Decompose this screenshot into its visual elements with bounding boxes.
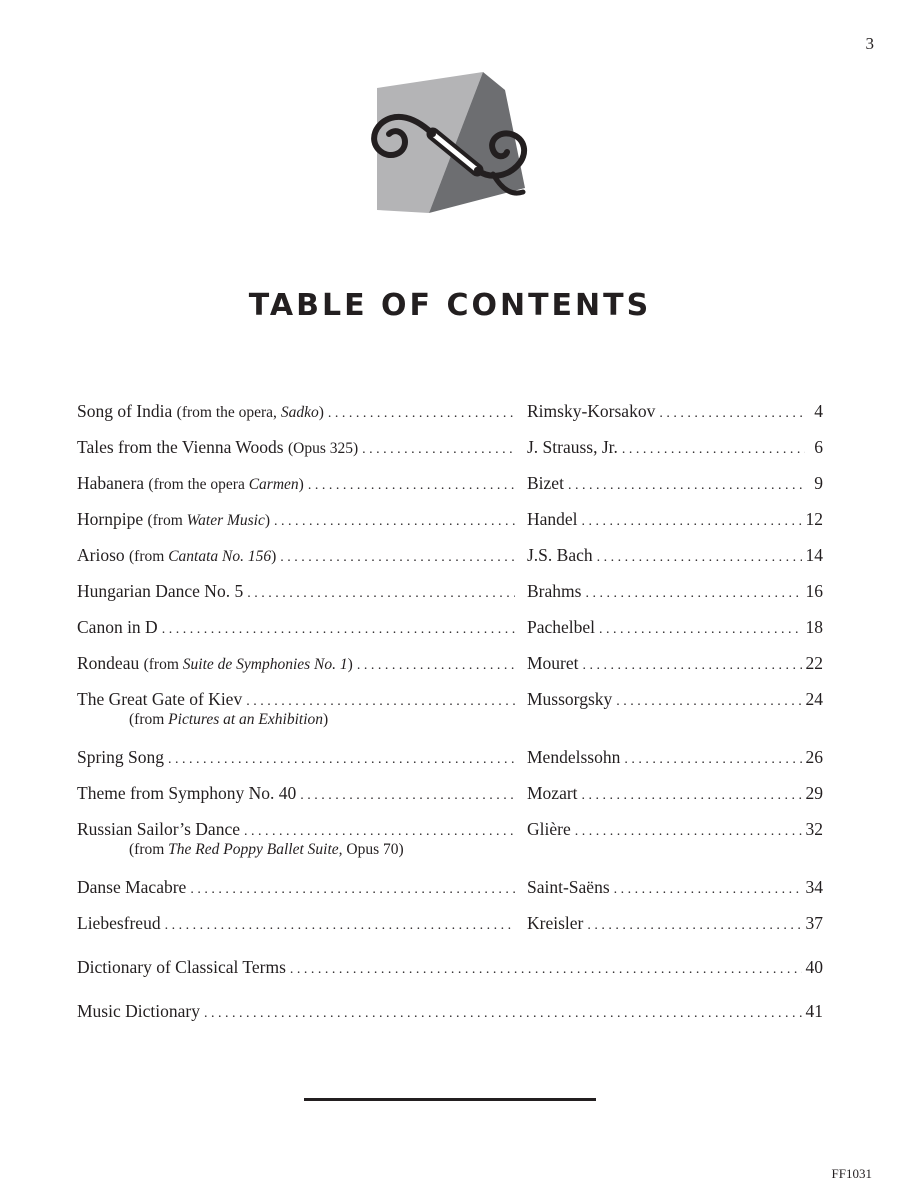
dot-leader: [274, 509, 515, 535]
dot-leader: [290, 957, 802, 983]
entry-composer: Mozart: [527, 783, 578, 803]
dot-leader: [247, 581, 515, 607]
entry-composer: Mussorgsky: [527, 689, 613, 709]
dot-leader: [300, 783, 515, 809]
entry-title: Danse Macabre: [77, 877, 187, 897]
entry-composer: Brahms: [527, 581, 582, 601]
dot-leader: [587, 913, 801, 939]
dot-leader: [362, 437, 515, 463]
entry-page: 4: [814, 401, 823, 421]
toc-entry[interactable]: [77, 434, 823, 470]
dot-leader: [308, 473, 515, 499]
entry-page: 29: [805, 783, 823, 803]
toc-entry-dictionary[interactable]: [77, 998, 823, 1034]
entry-page: 41: [805, 1001, 823, 1021]
entry-subtitle: (from Pictures at an Exhibition): [129, 711, 329, 728]
page-number: 3: [865, 34, 874, 53]
entry-composer: J.S. Bach: [527, 545, 593, 565]
entry-composer: Glière: [527, 819, 571, 839]
dot-leader: [280, 545, 515, 571]
entry-page: 22: [805, 653, 823, 673]
table-of-contents: [77, 398, 823, 1034]
entry-page: 34: [805, 877, 823, 897]
entry-title: The Great Gate of Kiev: [77, 689, 243, 709]
toc-entry[interactable]: [77, 506, 823, 542]
dot-leader: [582, 509, 802, 535]
dot-leader: [585, 581, 801, 607]
music-clef-logo-icon: [365, 70, 540, 218]
dot-leader: [624, 747, 801, 773]
entry-page: 37: [805, 913, 823, 933]
entry-page: 40: [805, 957, 823, 977]
toc-entry[interactable]: [77, 910, 823, 954]
toc-entry[interactable]: [77, 780, 823, 816]
dot-leader: [568, 473, 805, 499]
entry-title: Habanera (from the opera Carmen): [77, 473, 304, 493]
dot-leader: [328, 401, 515, 427]
entry-composer: Bizet: [527, 473, 564, 493]
toc-entry[interactable]: [77, 650, 823, 686]
entry-page: 14: [805, 545, 823, 565]
entry-page: 16: [805, 581, 823, 601]
entry-title: Liebesfreud: [77, 913, 161, 933]
entry-title: Hungarian Dance No. 5: [77, 581, 244, 601]
entry-page: 9: [814, 473, 823, 493]
entry-page: 24: [805, 689, 823, 709]
entry-composer: Rimsky-Korsakov: [527, 401, 656, 421]
dot-leader: [616, 689, 801, 715]
entry-composer: Mouret: [527, 653, 579, 673]
dot-leader: [599, 617, 801, 643]
entry-title: Tales from the Vienna Woods (Opus 325): [77, 437, 359, 457]
toc-entry[interactable]: [77, 816, 823, 874]
entry-title: Theme from Symphony No. 40: [77, 783, 297, 803]
toc-entry[interactable]: [77, 398, 823, 434]
entry-title: Spring Song: [77, 747, 165, 767]
page-title: TABLE OF CONTENTS: [248, 288, 652, 323]
entry-subtitle: (from The Red Poppy Ballet Suite, Opus 70): [129, 841, 404, 858]
dot-leader: [162, 617, 515, 643]
toc-entry[interactable]: [77, 744, 823, 780]
entry-composer: Saint-Saëns: [527, 877, 610, 897]
entry-title: Song of India (from the opera, Sadko): [77, 401, 324, 421]
toc-entry[interactable]: [77, 470, 823, 506]
dot-leader: [597, 545, 802, 571]
toc-entry[interactable]: [77, 614, 823, 650]
entry-page: 32: [805, 819, 823, 839]
entry-title: Rondeau (from Suite de Symphonies No. 1): [77, 653, 353, 673]
dot-leader: [165, 913, 515, 939]
entry-title: Hornpipe (from Water Music): [77, 509, 271, 529]
dot-leader: [582, 783, 802, 809]
entry-title: Arioso (from Cantata No. 156): [77, 545, 277, 565]
entry-page: 6: [814, 437, 823, 457]
dot-leader: [622, 437, 805, 463]
catalog-code: FF1031: [831, 1166, 872, 1181]
toc-entry[interactable]: [77, 578, 823, 614]
dot-leader: [614, 877, 802, 903]
dot-leader: [659, 401, 805, 427]
entry-page: 26: [805, 747, 823, 767]
footer-rule-divider: [304, 1098, 596, 1101]
entry-composer: Pachelbel: [527, 617, 596, 637]
entry-composer: Mendelssohn: [527, 747, 621, 767]
toc-entry[interactable]: [77, 874, 823, 910]
dot-leader: [190, 877, 515, 903]
entry-title: Canon in D: [77, 617, 158, 637]
dot-leader: [204, 1001, 802, 1027]
toc-entry[interactable]: [77, 686, 823, 744]
entry-composer: Handel: [527, 509, 578, 529]
dot-leader: [583, 653, 802, 679]
toc-entry-dictionary[interactable]: [77, 954, 823, 998]
dot-leader: [357, 653, 515, 679]
dot-leader: [575, 819, 802, 845]
entry-page: 18: [805, 617, 823, 637]
entry-title: Music Dictionary: [77, 1001, 200, 1021]
entry-title: Dictionary of Classical Terms: [77, 957, 286, 977]
entry-title: Russian Sailor’s Dance: [77, 819, 240, 839]
toc-entry[interactable]: [77, 542, 823, 578]
dot-leader: [168, 747, 515, 773]
entry-composer: J. Strauss, Jr.: [527, 437, 618, 457]
entry-composer: Kreisler: [527, 913, 584, 933]
entry-page: 12: [805, 509, 823, 529]
